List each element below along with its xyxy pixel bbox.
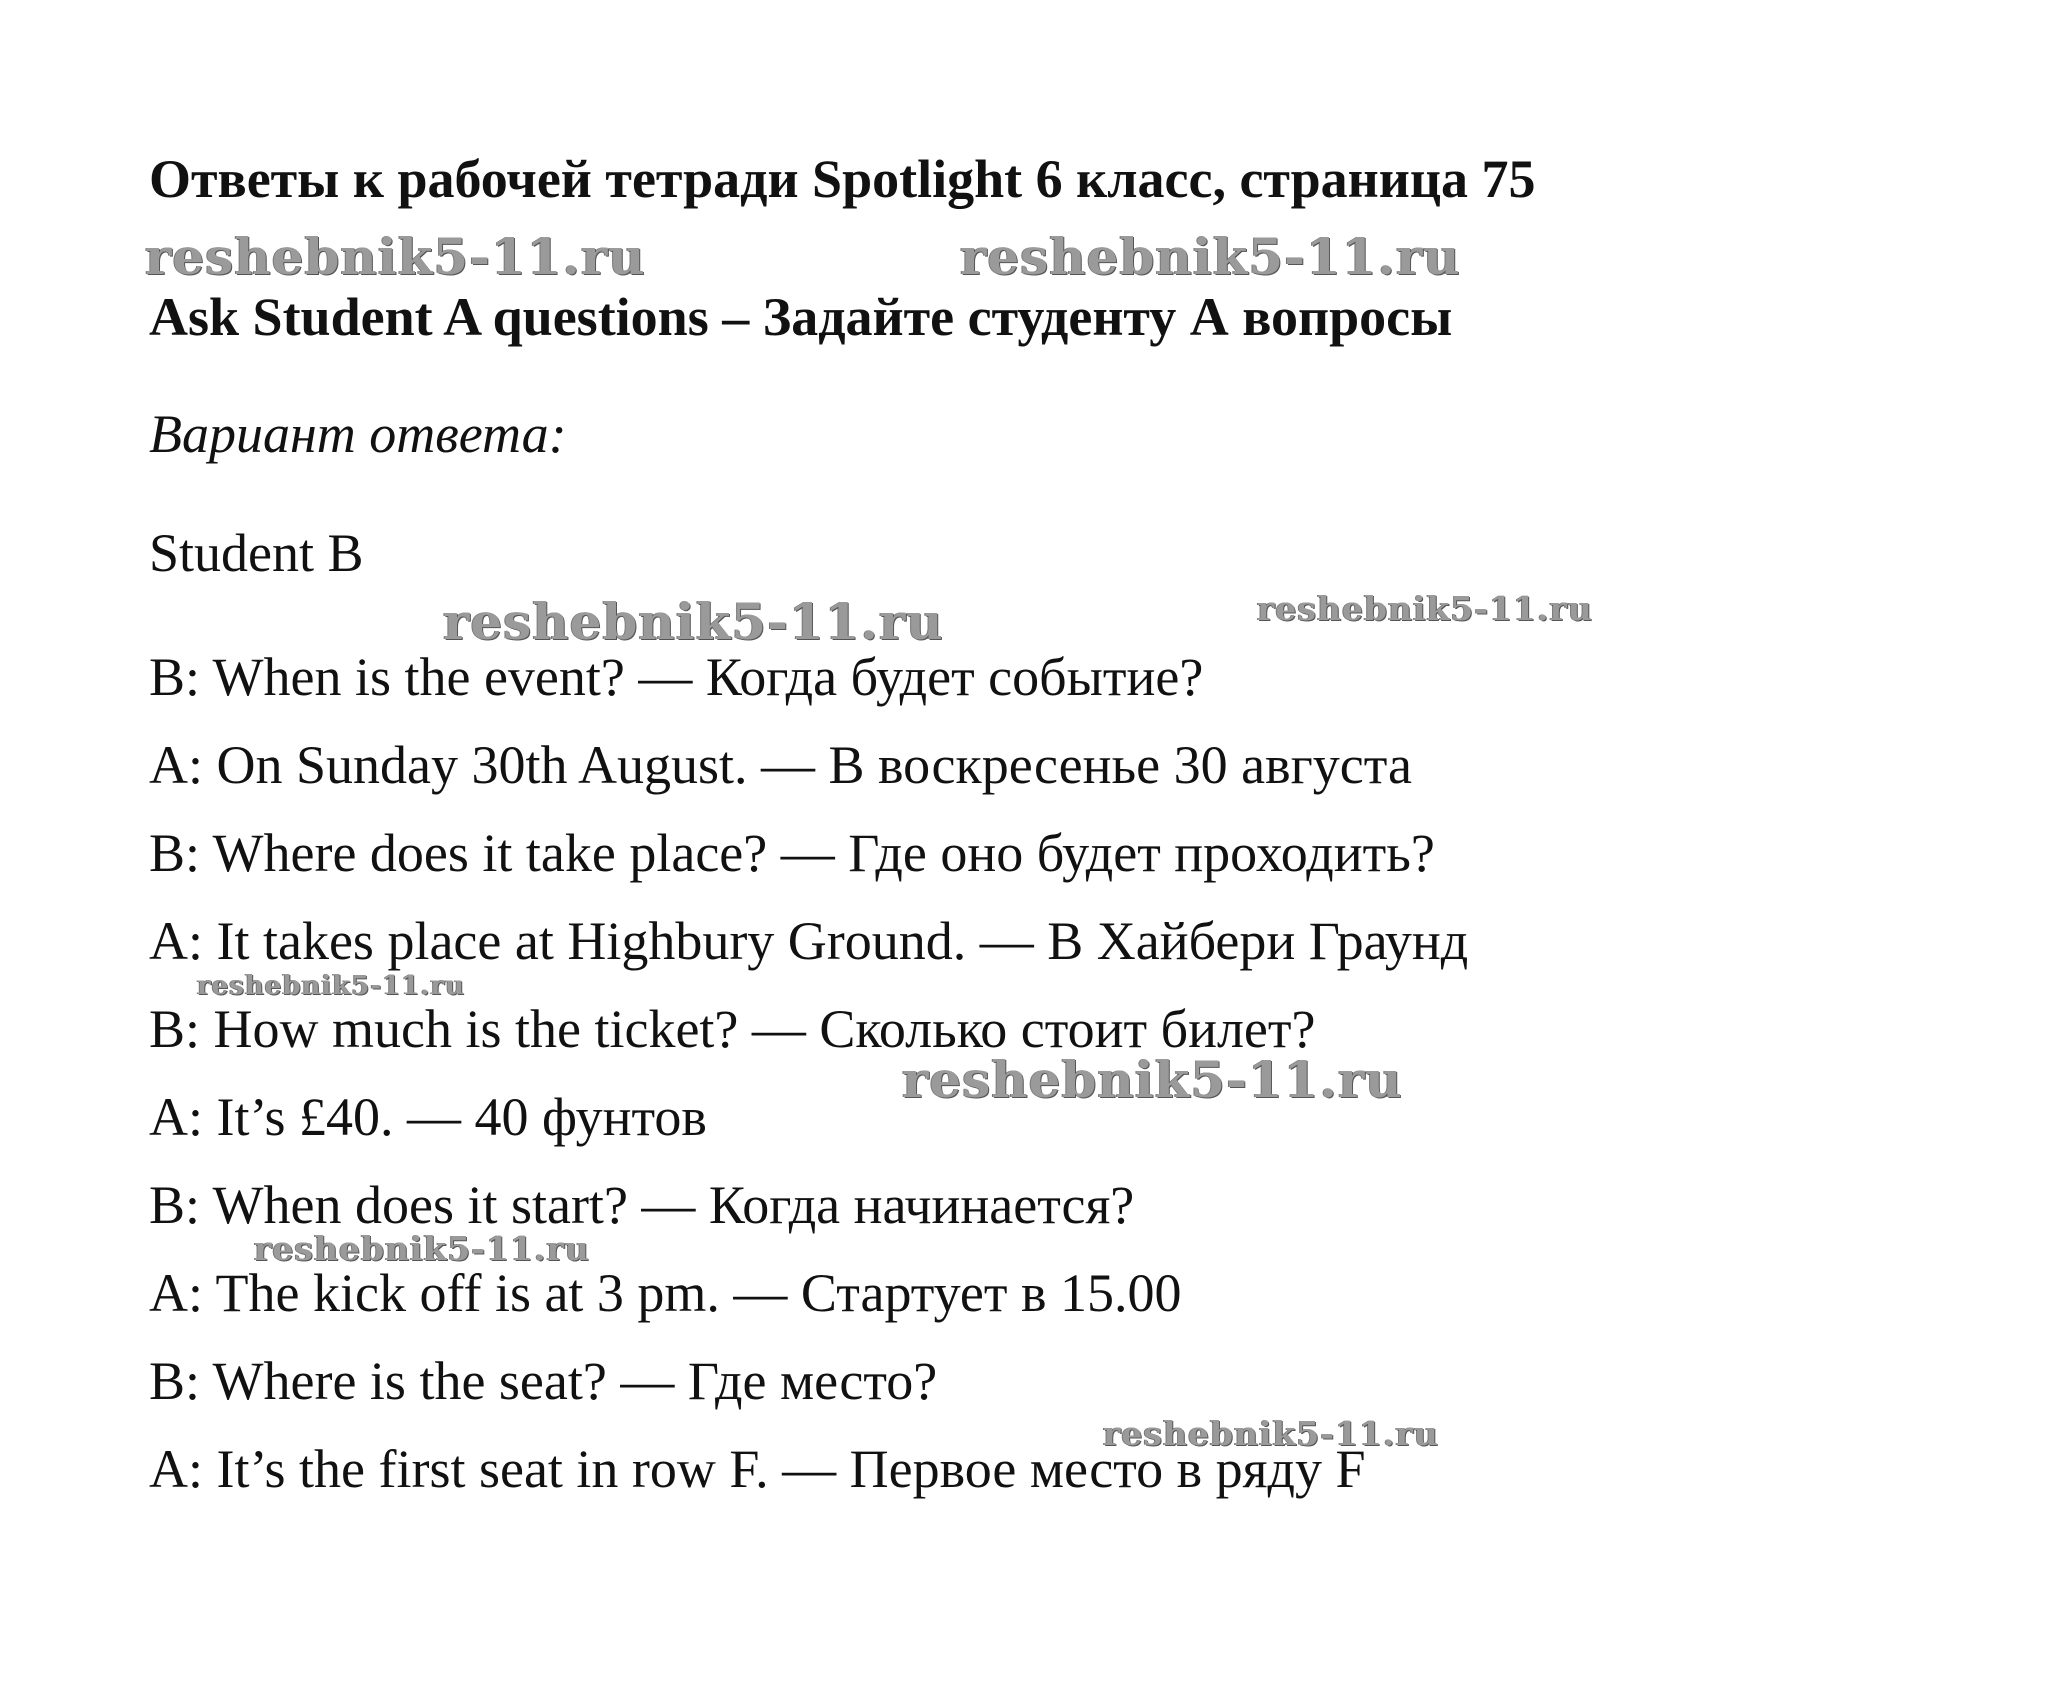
watermark: reshebnik5-11.ru (443, 592, 944, 651)
dialogue-line: A: On Sunday 30th August. — В воскресенье 30 августа (149, 735, 1412, 795)
page-title: Ответы к рабочей тетради Spotlight 6 класс, страница 75 (149, 149, 1536, 209)
student-label: Student B (149, 523, 364, 583)
watermark: reshebnik5-11.ru (902, 1050, 1403, 1109)
dialogue-line: B: Where is the seat? — Где место? (149, 1351, 938, 1411)
answer-variant-label: Вариант ответа: (149, 404, 567, 464)
watermark: reshebnik5-11.ru (1103, 1414, 1439, 1453)
watermark: reshebnik5-11.ru (254, 1229, 590, 1268)
dialogue-line: A: It takes place at Highbury Ground. — В Хайбери Граунд (149, 911, 1469, 971)
dialogue-line: B: When does it start? — Когда начинается? (149, 1175, 1135, 1235)
dialogue-line: A: It’s £40. — 40 фунтов (149, 1087, 707, 1147)
dialogue-line: B: When is the event? — Когда будет событие? (149, 647, 1204, 707)
dialogue-line: A: It’s the first seat in row F. — Первое место в ряду F (149, 1439, 1366, 1499)
exercise-heading: Ask Student A questions – Задайте студенту А вопросы (149, 287, 1453, 347)
watermark: reshebnik5-11.ru (1257, 589, 1593, 628)
watermark: reshebnik5-11.ru (145, 227, 646, 286)
dialogue-line: B: Where does it take place? — Где оно будет проходить? (149, 823, 1435, 883)
watermark: reshebnik5-11.ru (960, 227, 1461, 286)
watermark: reshebnik5-11.ru (197, 971, 466, 1001)
dialogue-line: A: The kick off is at 3 pm. — Стартует в 15.00 (149, 1263, 1182, 1323)
dialogue-line: B: How much is the ticket? — Сколько стоит билет? (149, 999, 1316, 1059)
